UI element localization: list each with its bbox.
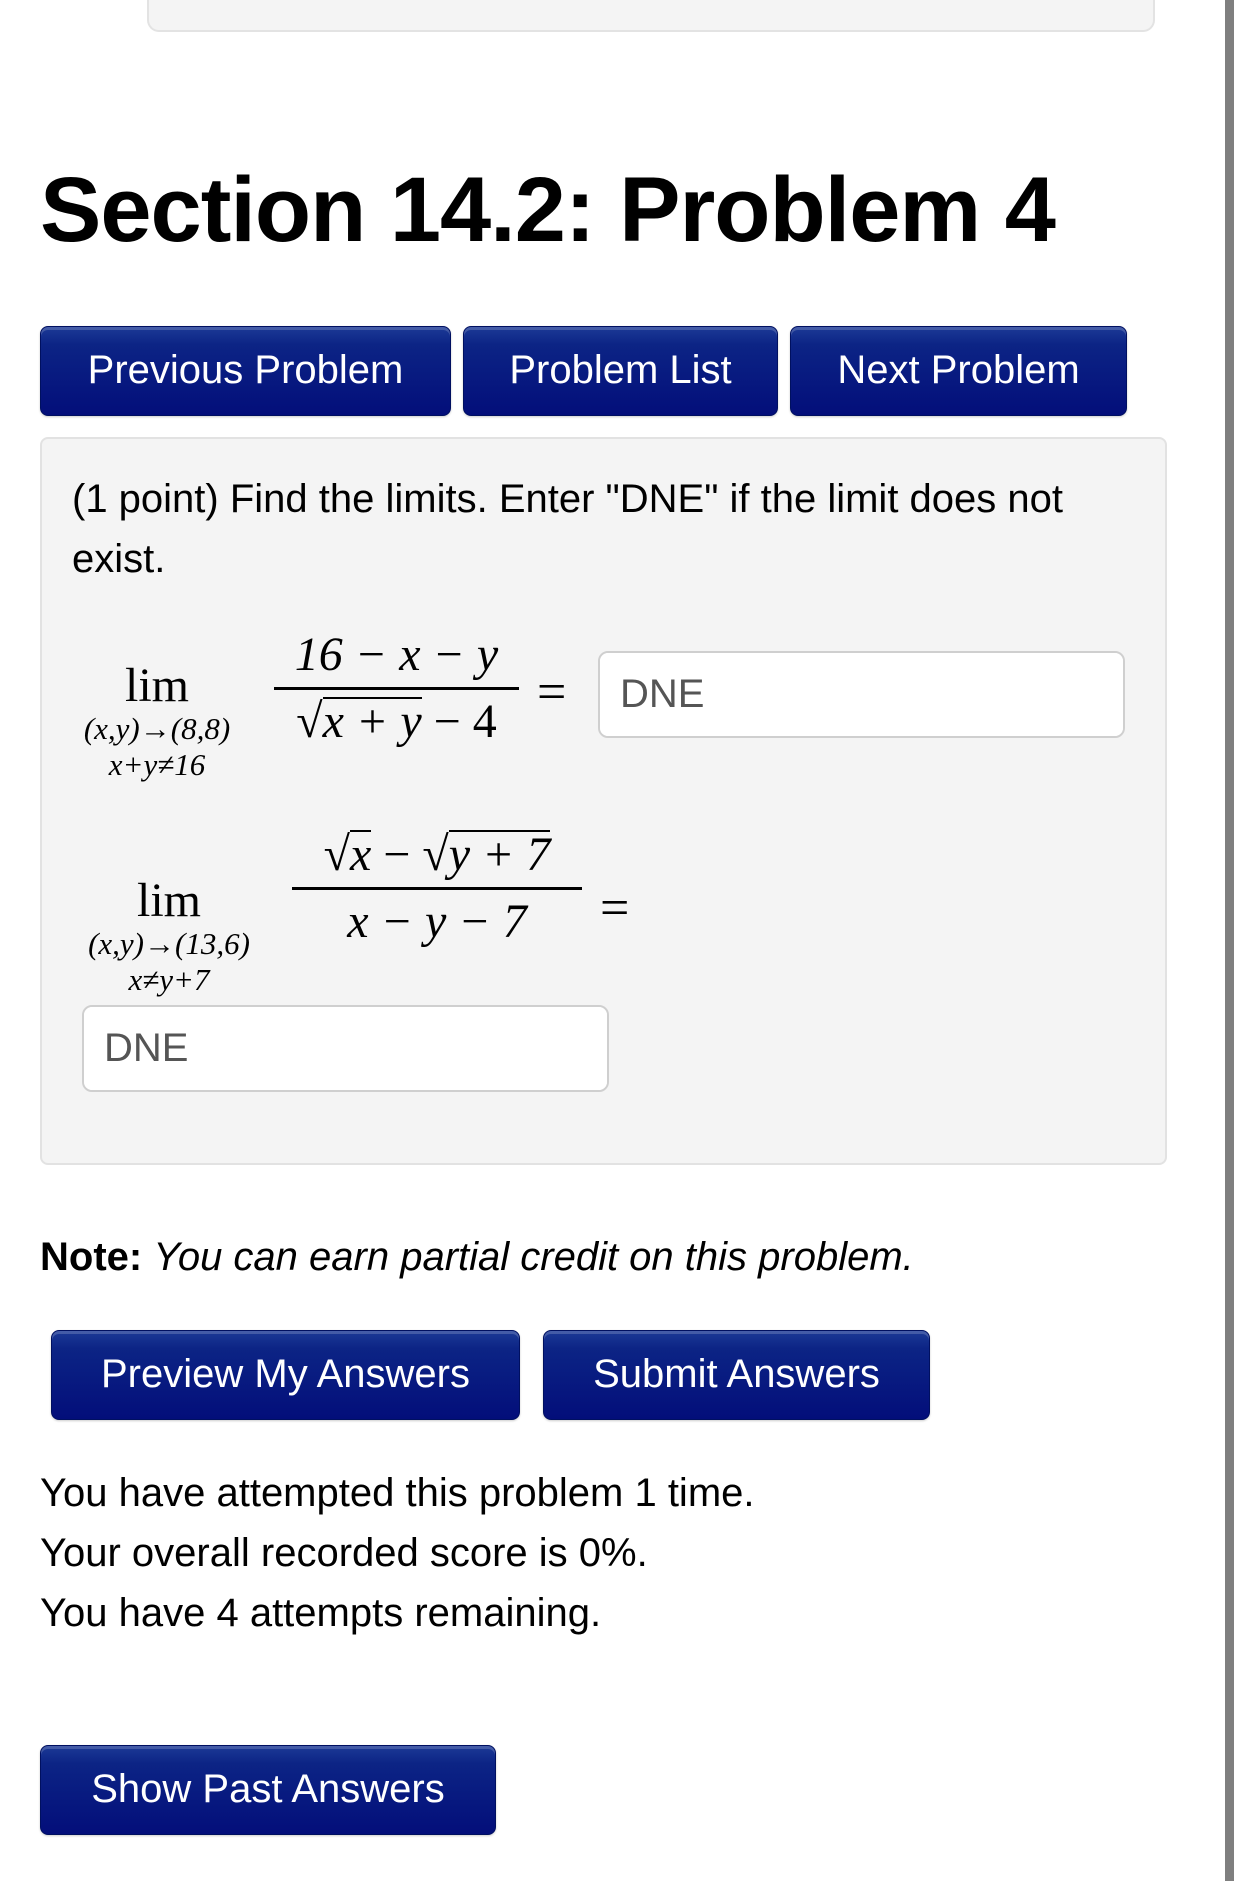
limit-2-operator (64, 876, 274, 998)
fraction-numerator: 16 − x − y (294, 628, 499, 681)
equals-sign: = (600, 880, 630, 937)
equals-sign: = (537, 664, 567, 721)
preview-answers-button[interactable]: Preview My Answers (51, 1330, 520, 1420)
lim-condition: x≠y+7 (128, 962, 210, 997)
lim-approach: (x,y)→(13,6) (88, 926, 250, 961)
remaining-attempts-status: You have 4 attempts remaining. (40, 1591, 602, 1635)
lim-word: lim (136, 874, 201, 927)
lim-approach: (x,y)→(8,8) (83, 711, 231, 746)
sqrt-icon: √ (296, 695, 323, 748)
score-status: Your overall recorded score is 0%. (40, 1531, 648, 1575)
attempts-status: You have attempted this problem 1 time. (40, 1471, 755, 1515)
submit-answers-button[interactable]: Submit Answers (543, 1330, 930, 1420)
fraction-denominator: √x + y − 4 (296, 695, 497, 748)
sqrt-icon: √ (323, 828, 350, 881)
fraction-numerator: √x − √y + 7 (323, 828, 551, 881)
limit-2-fraction (292, 827, 582, 950)
page-scrollbar[interactable] (1225, 0, 1234, 1881)
limit-1-operator (62, 661, 252, 783)
previous-section-card (147, 0, 1155, 32)
problem-list-button[interactable]: Problem List (463, 326, 778, 416)
show-past-answers-button[interactable]: Show Past Answers (40, 1745, 496, 1835)
lim-word: lim (124, 659, 189, 712)
limit-1-fraction (274, 627, 519, 750)
partial-credit-note (40, 1232, 914, 1282)
fraction-denominator: x − y − 7 (347, 895, 527, 948)
fraction-bar (274, 687, 519, 690)
answer-1-input[interactable] (600, 653, 1125, 736)
answer-1-group (598, 651, 1125, 738)
next-problem-button[interactable]: Next Problem (790, 326, 1127, 416)
note-label: Note: (40, 1235, 143, 1279)
problem-panel (40, 437, 1167, 1165)
note-text: You can earn partial credit on this problem. (153, 1235, 914, 1279)
lim-condition: x+y≠16 (108, 747, 206, 782)
fraction-bar (292, 887, 582, 890)
sqrt-icon: √ (422, 828, 449, 881)
answer-2-group (82, 1005, 609, 1092)
previous-problem-button[interactable]: Previous Problem (40, 326, 451, 416)
problem-prompt: (1 point) Find the limits. Enter "DNE" if the limit does not exist. (72, 477, 1063, 581)
answer-2-input[interactable] (84, 1007, 609, 1090)
page-title: Section 14.2: Problem 4 (40, 159, 1055, 261)
